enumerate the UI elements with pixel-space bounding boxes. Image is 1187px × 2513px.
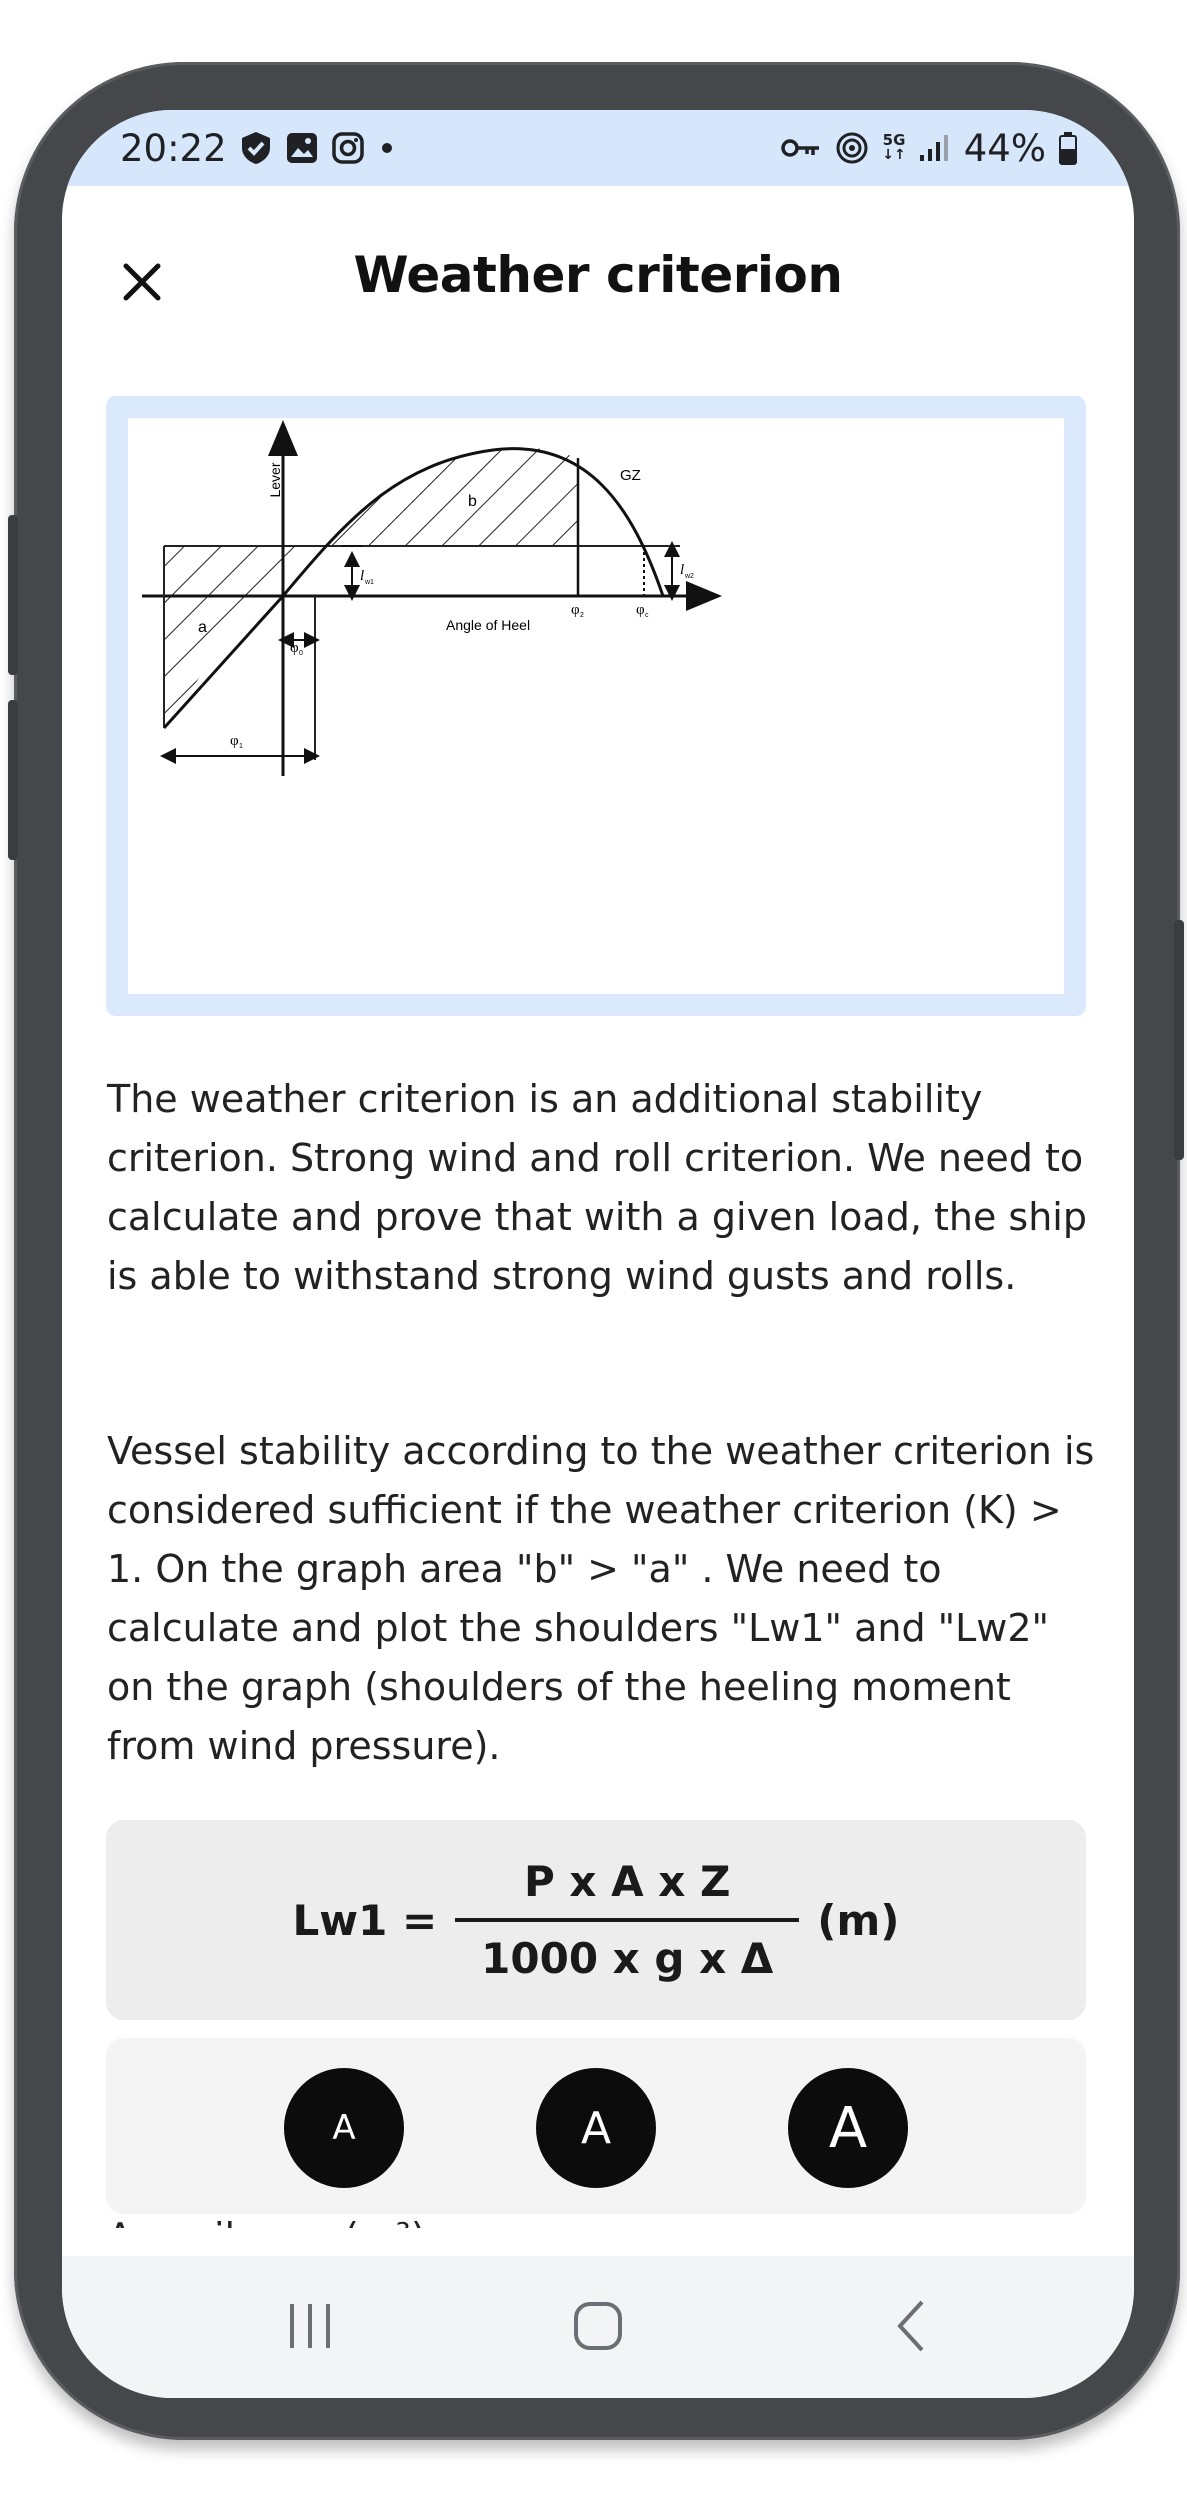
x-axis-label: Angle of Heel	[446, 617, 531, 633]
formula-numerator: P x A x Z	[524, 1857, 731, 1906]
gallery-icon	[285, 131, 319, 165]
app-header	[62, 222, 1134, 342]
stability-diagram	[128, 418, 1064, 994]
lw2-subscript: w2	[685, 573, 694, 580]
formula-unit: (m)	[817, 1895, 900, 1945]
volume-down-button	[8, 700, 18, 860]
font-size-large-button[interactable]: A	[788, 2068, 908, 2188]
font-size-small-button[interactable]: A	[284, 2068, 404, 2188]
phi0-letter: φ	[290, 640, 299, 656]
formula-lhs: Lw1 =	[292, 1895, 438, 1945]
phi1-subscript: 1	[239, 743, 243, 750]
phi2-letter: φ	[571, 602, 580, 618]
phi0-label	[290, 640, 303, 657]
signal-icon	[918, 133, 952, 163]
area-b	[329, 448, 578, 546]
formula-card	[106, 1820, 1086, 2020]
status-right	[780, 127, 1078, 170]
lw2-letter: l	[680, 562, 685, 578]
font-size-medium-button[interactable]: A	[536, 2068, 656, 2188]
instagram-icon	[331, 131, 365, 165]
back-button[interactable]	[882, 2296, 942, 2356]
notification-dot-icon	[377, 138, 397, 158]
recent-apps-icon[interactable]	[280, 2296, 340, 2356]
home-button[interactable]	[566, 2294, 630, 2358]
back-icon[interactable]	[882, 2296, 942, 2356]
home-icon[interactable]	[566, 2294, 630, 2358]
hotspot-icon	[834, 130, 870, 166]
gz-curve-diagram	[128, 418, 1064, 994]
gz-label: GZ	[620, 467, 641, 484]
power-button	[1174, 920, 1184, 1160]
vpn-key-icon	[780, 135, 822, 161]
font-size-controls	[106, 2038, 1086, 2214]
lw1-label	[360, 568, 374, 586]
status-left	[120, 127, 397, 170]
status-bar	[62, 110, 1134, 186]
status-time: 20:22	[120, 126, 227, 170]
area-a	[164, 546, 298, 728]
battery-percent: 44%	[963, 126, 1046, 170]
formula-fraction	[455, 1857, 799, 1983]
page-title: Weather criterion	[353, 246, 843, 304]
formula-denominator: 1000 x g x Δ	[455, 1918, 799, 1983]
phi1-label	[230, 733, 243, 750]
lw1-subscript: w1	[365, 579, 374, 586]
phic-letter: φ	[636, 602, 645, 618]
y-axis-label: Lever	[267, 462, 283, 498]
screen	[62, 110, 1134, 2398]
battery-icon	[1058, 131, 1078, 165]
shield-check-icon	[239, 130, 273, 166]
phi2-subscript: 2	[580, 612, 584, 619]
network-type-label: 5G	[882, 131, 906, 149]
phi2-label	[571, 602, 584, 619]
phi1-letter: φ	[230, 733, 239, 749]
volume-up-button	[8, 515, 18, 675]
system-nav-bar	[62, 2256, 1134, 2398]
data-arrows-icon: ↓↑	[882, 147, 906, 163]
area-a-label: a	[198, 619, 207, 636]
intro-paragraph: The weather criterion is an additional stability criterion. Strong wind and roll criterion. We need to calculate and prove that with a given load, the ship is able to withstand strong wind gusts and rolls.	[107, 1077, 1087, 1298]
lw1-letter: l	[360, 568, 365, 584]
phic-subscript: c	[645, 612, 649, 619]
area-b-label: b	[468, 493, 477, 510]
lw2-label	[680, 562, 694, 580]
phi0-subscript: 0	[299, 650, 303, 657]
phic-label	[636, 602, 649, 619]
criterion-paragraph: Vessel stability according to the weather criterion is considered sufficient if the weather criterion (K) > 1. On the graph area "b" > "a" . We need to calculate and plot the shoulders "Lw1" and "Lw2" on the graph (shoulders of the heeling moment from wind pressure).	[107, 1429, 1095, 1768]
scroll-fade	[62, 2228, 1134, 2256]
recent-apps-button[interactable]	[280, 2296, 340, 2356]
stability-diagram-card	[106, 396, 1086, 1016]
network-type-icon	[882, 133, 905, 163]
